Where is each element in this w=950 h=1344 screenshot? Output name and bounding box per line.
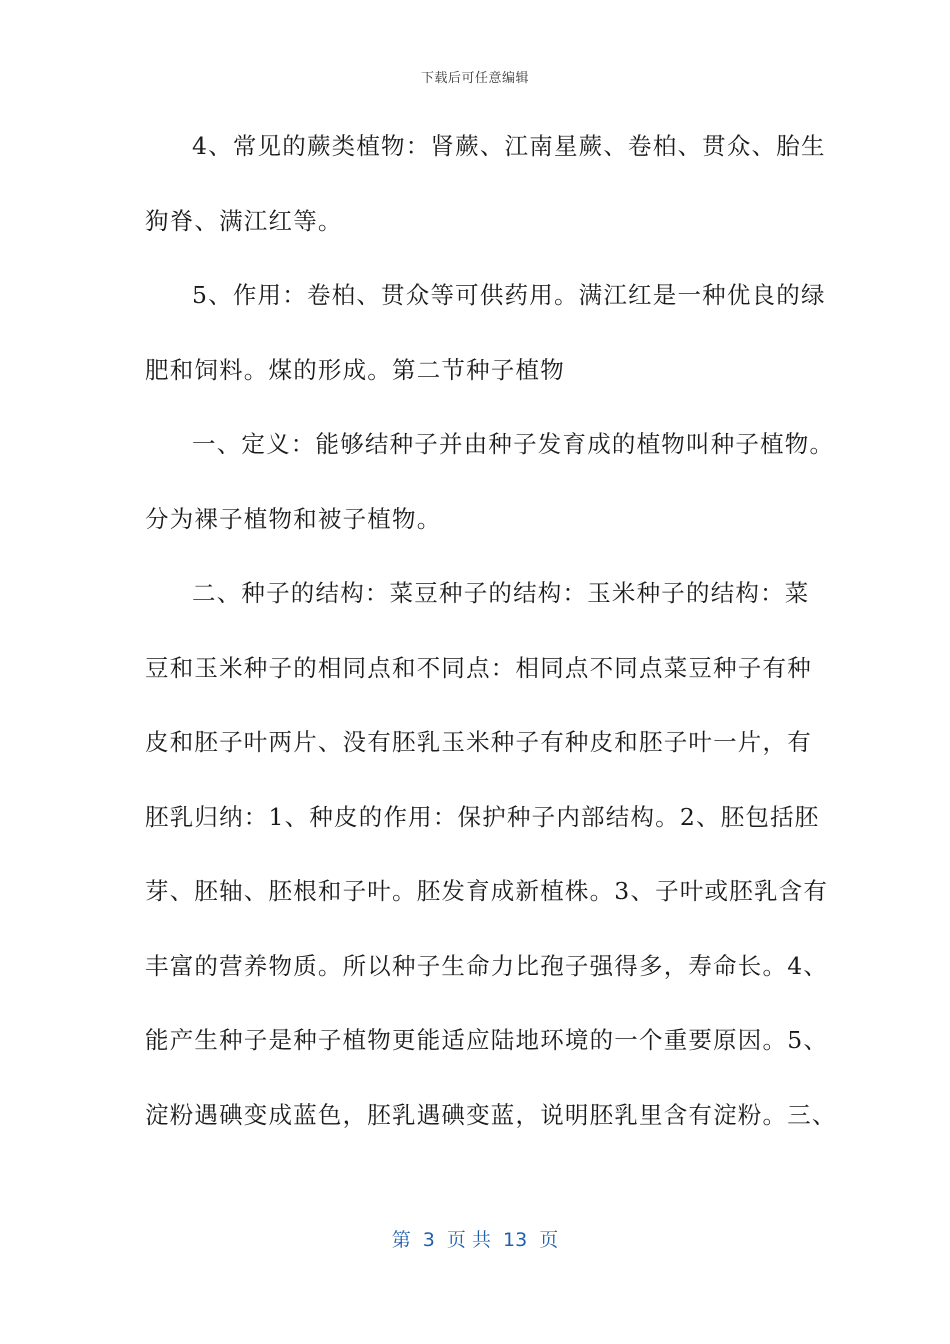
body-line: 皮和胚子叶两片、没有胚乳玉米种子有种皮和胚子叶一片，有 [145,728,812,756]
body-line: 分为裸子植物和被子植物。 [145,504,442,533]
body-line: 二、种子的结构：菜豆种子的结构：玉米种子的结构：菜 [192,579,810,607]
body-line: 丰富的营养物质。所以种子生命力比孢子强得多，寿命长。4、 [145,951,829,980]
body-line: 狗脊、满江红等。 [145,206,343,235]
body-line: 4、常见的蕨类植物：肾蕨、江南星蕨、卷柏、贯众、胎生 [192,132,826,160]
body-line: 一、定义：能够结种子并由种子发育成的植物叫种子植物。 [192,430,835,458]
page-number-footer: 第 3 页 共 13 页 [391,1229,559,1251]
body-line: 胚乳归纳：1、种皮的作用：保护种子内部结构。2、胚包括胚 [145,802,820,831]
body-line: 芽、胚轴、胚根和子叶。胚发育成新植株。3、子叶或胚乳含有 [145,877,829,905]
body-line: 能产生种子是种子植物更能适应陆地环境的一个重要原因。5、 [145,1026,829,1054]
document-body [145,120,837,1163]
body-line: 豆和玉米种子的相同点和不同点：相同点不同点菜豆种子有种 [145,653,812,682]
body-line: 淀粉遇碘变成蓝色，胚乳遇碘变蓝，说明胚乳里含有淀粉。三、 [145,1100,837,1129]
body-line: 肥和饲料。煤的形成。第二节种子植物 [145,355,565,384]
page-header-note: 下载后可任意编辑 [420,71,529,86]
body-line: 5、作用：卷柏、贯众等可供药用。满江红是一种优良的绿 [192,281,826,309]
